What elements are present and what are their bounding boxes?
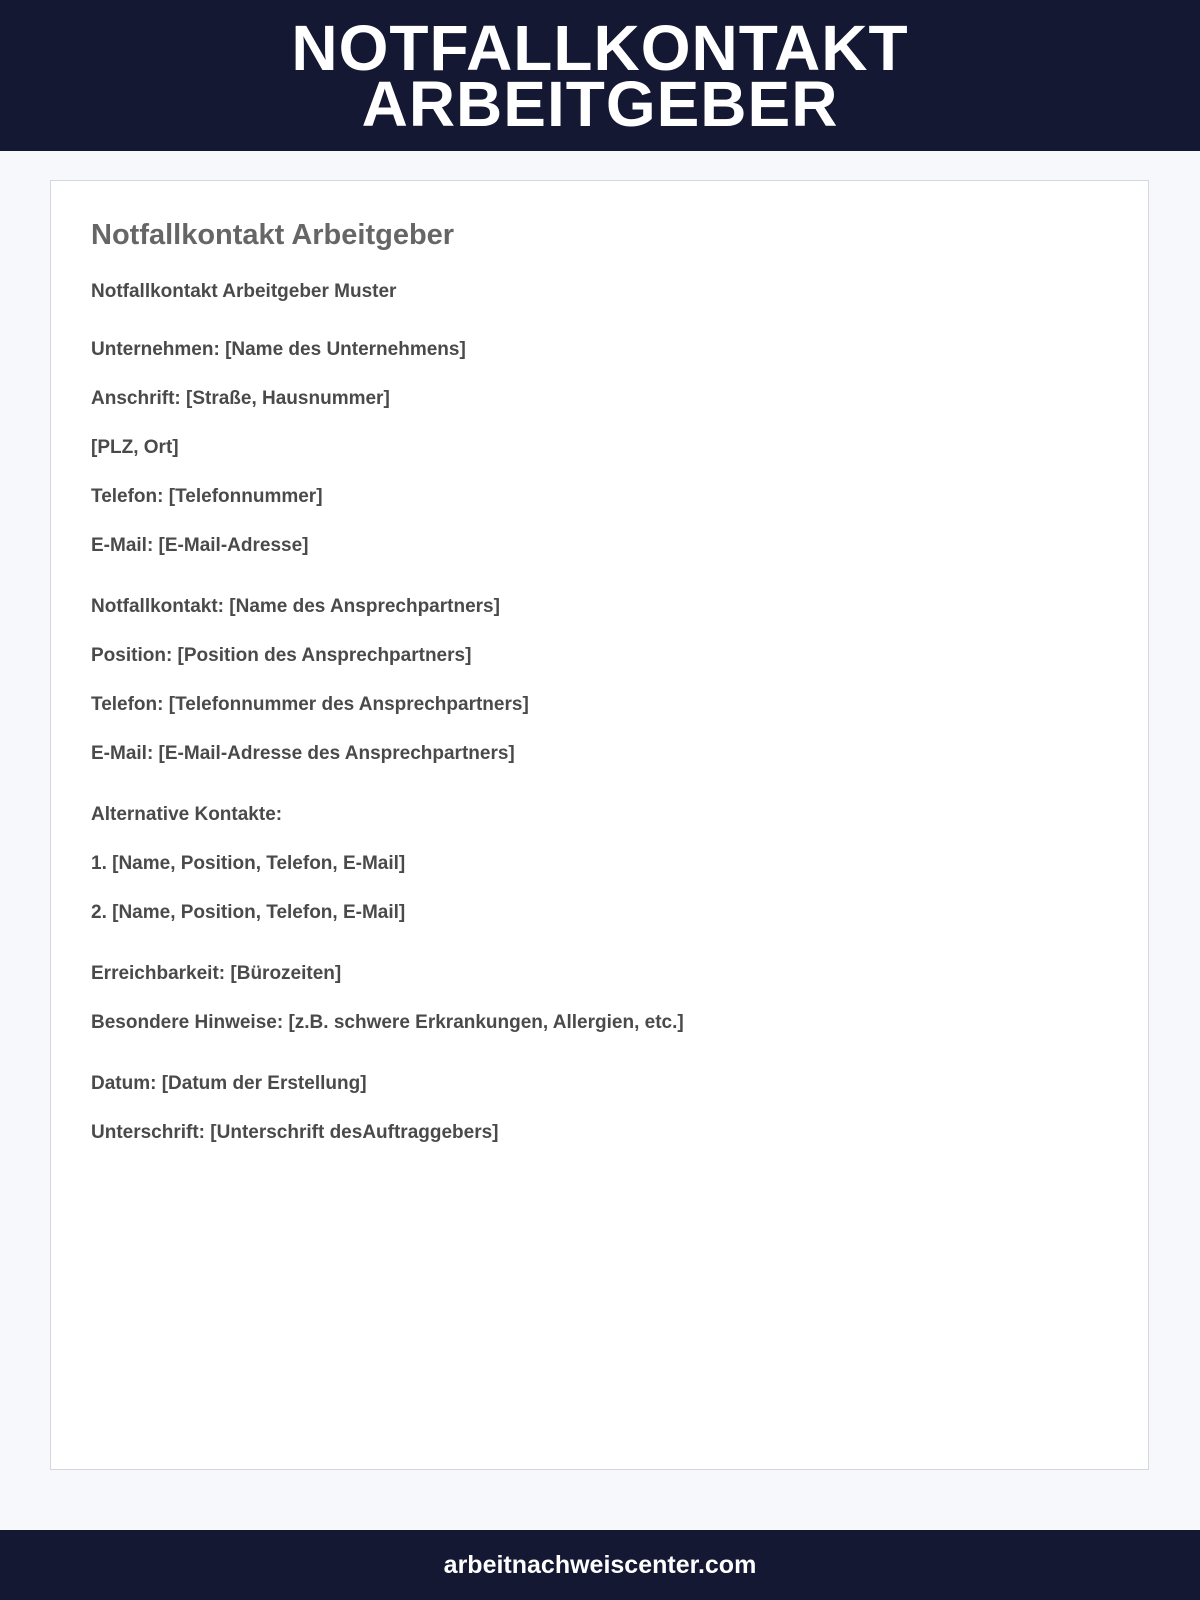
- alternative-contact-1: 1. [Name, Position, Telefon, E-Mail]: [91, 853, 406, 874]
- field-email: E-Mail: [E-Mail-Adresse]: [91, 535, 309, 556]
- page-header: [0, 0, 1200, 151]
- document-title: Notfallkontakt Arbeitgeber: [91, 219, 455, 251]
- field-address: Anschrift: [Straße, Hausnummer]: [91, 388, 390, 409]
- field-emergency-contact: Notfallkontakt: [Name des Ansprechpartners]: [91, 596, 500, 617]
- field-contact-email: E-Mail: [E-Mail-Adresse des Ansprechpartners]: [91, 743, 515, 764]
- field-contact-phone: Telefon: [Telefonnummer des Ansprechpartners]: [91, 694, 529, 715]
- field-signature: Unterschrift: [Unterschrift desAuftraggebers]: [91, 1122, 499, 1143]
- field-availability: Erreichbarkeit: [Bürozeiten]: [91, 963, 342, 984]
- field-phone: Telefon: [Telefonnummer]: [91, 486, 323, 507]
- field-contact-position: Position: [Position des Ansprechpartners]: [91, 645, 472, 666]
- document-fields: [91, 181, 1091, 1469]
- header-title-line-1: NOTFALLKONTAKT: [291, 11, 909, 84]
- field-postcode-city: [PLZ, Ort]: [91, 437, 179, 458]
- document-subtitle: Notfallkontakt Arbeitgeber Muster: [91, 281, 397, 302]
- header-title-line-2: ARBEITGEBER: [361, 67, 839, 140]
- alternative-contacts-heading: Alternative Kontakte:: [91, 804, 283, 825]
- footer-site-name: arbeitnachweiscenter.com: [443, 1550, 757, 1579]
- alternative-contact-2: 2. [Name, Position, Telefon, E-Mail]: [91, 902, 406, 923]
- field-date: Datum: [Datum der Erstellung]: [91, 1073, 367, 1094]
- field-company: Unternehmen: [Name des Unternehmens]: [91, 339, 466, 360]
- page-footer: [0, 1530, 1200, 1600]
- field-special-notes: Besondere Hinweise: [z.B. schwere Erkrankungen, Allergien, etc.]: [91, 1012, 684, 1033]
- document-card: [50, 180, 1149, 1470]
